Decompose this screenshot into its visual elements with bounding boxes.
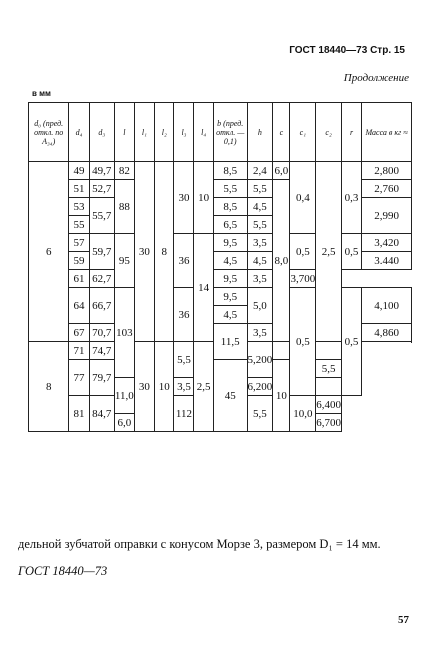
cell-mass: 3.440 (362, 252, 412, 270)
cell-r: 0,5 (341, 234, 361, 270)
cell-d4: 59 (69, 252, 89, 270)
cell-b: 11,0 (114, 378, 134, 414)
cell-b: 5,5 (213, 180, 247, 198)
cell-h: 5,5 (247, 180, 273, 198)
cell-h: 3,5 (247, 234, 273, 252)
cell-l4: 10 (273, 360, 290, 432)
cell-d4: 51 (69, 180, 89, 198)
cell-b: 9,5 (213, 234, 247, 252)
cell-h: 2,4 (247, 162, 273, 180)
cell-l3: 36 (174, 288, 194, 342)
cell-d4: 77 (69, 360, 89, 396)
cell-l4: 14 (194, 234, 213, 342)
dimensions-table (28, 102, 412, 432)
cell-mass: 2,990 (362, 198, 412, 234)
cell-d3: 52,7 (89, 180, 114, 198)
col-header-d3: d₃ (89, 103, 114, 162)
cell-d4: 71 (69, 342, 89, 360)
cell-c1: 0,5 (290, 234, 316, 270)
col-header-l2: l₂ (155, 103, 174, 162)
cell-b: 4,5 (213, 306, 247, 324)
table-row (29, 234, 412, 252)
cell-d3: 59,7 (89, 234, 114, 270)
cell-b: 8,5 (213, 198, 247, 216)
cell-h: 5,5 (247, 396, 273, 432)
cell-d4: 64 (69, 288, 89, 324)
col-header-d0: d₀ (пред. откл. по A₃₄) (29, 103, 69, 162)
col-header-l: l (114, 103, 134, 162)
cell-mass: 3,420 (362, 234, 412, 252)
table-row (29, 162, 412, 180)
col-header-r: r (341, 103, 361, 162)
cell-mass: 4,860 (362, 324, 412, 342)
standard-reference: ГОСТ 18440—73 (18, 564, 108, 578)
cell-b: 4,5 (213, 252, 247, 270)
cell-d4: 49 (69, 162, 89, 180)
cell-r: 0,3 (341, 162, 361, 234)
col-header-h: h (247, 103, 273, 162)
table-row (29, 270, 412, 288)
continuation-label: Продолжение (343, 72, 409, 84)
cell-l1: 30 (134, 162, 154, 342)
cell-l: 82 (114, 162, 134, 180)
cell-c1: 0,4 (290, 162, 316, 234)
col-header-l4: l₄ (194, 103, 213, 162)
col-header-l3: l₃ (174, 103, 194, 162)
cell-c2: 2,5 (194, 342, 213, 432)
table-header-row (29, 103, 412, 162)
cell-d4: 67 (69, 324, 89, 342)
body-text: дельной зубчатой оправки с конусом Морзе 3, размером D₁ = 14 мм. (18, 537, 381, 551)
cell-d3: 70,7 (89, 324, 114, 342)
cell-c: 10,0 (290, 396, 316, 432)
col-header-l1: l₁ (134, 103, 154, 162)
col-header-b: b (пред. откл. —0,1) (213, 103, 247, 162)
cell-h: 4,5 (247, 252, 273, 270)
cell-l4: 10 (194, 162, 213, 234)
cell-d3: 79,7 (89, 360, 114, 396)
cell-h: 3,5 (247, 270, 273, 288)
cell-c: 8,0 (273, 180, 290, 342)
cell-c: 6,0 (273, 162, 290, 180)
cell-b: 9,5 (213, 288, 247, 306)
cell-d3: 74,7 (89, 342, 114, 360)
cell-d4: 81 (69, 396, 89, 432)
cell-l2: 10 (155, 342, 174, 432)
cell-mass: 2,800 (362, 162, 412, 180)
cell-d4: 61 (69, 270, 89, 288)
cell-mass: 6,700 (316, 414, 342, 432)
cell-h: 3,5 (174, 378, 194, 396)
cell-mass: 4,100 (362, 288, 412, 324)
units-label: в мм (32, 89, 51, 98)
cell-d3: 49,7 (89, 162, 114, 180)
cell-mass: 2,760 (362, 180, 412, 198)
cell-c2: 2,5 (316, 162, 342, 342)
table-row (29, 288, 412, 306)
cell-d3: 84,7 (89, 396, 114, 432)
cell-b: 6,0 (114, 414, 134, 432)
cell-mass: 6,200 (247, 378, 273, 396)
cell-h: 5,5 (247, 216, 273, 234)
cell-l3: 36 (174, 234, 194, 288)
cell-mass: 3,700 (290, 270, 316, 288)
col-header-c: c (273, 103, 290, 162)
cell-d0: 8 (29, 342, 69, 432)
cell-b: 8,5 (213, 162, 247, 180)
cell-h: 3,5 (247, 324, 273, 342)
cell-d3: 62,7 (89, 270, 114, 288)
cell-l: 88 (114, 180, 134, 234)
cell-l3: 30 (174, 162, 194, 234)
cell-l: 95 (114, 234, 134, 288)
cell-mass: 5,200 (247, 342, 273, 378)
col-header-c1: c₁ (290, 103, 316, 162)
cell-h: 5,5 (174, 342, 194, 378)
cell-d3: 55,7 (89, 198, 114, 234)
cell-l3: 45 (213, 360, 247, 432)
cell-l: 112 (174, 396, 194, 432)
page-header: ГОСТ 18440—73 Стр. 15 (289, 45, 405, 56)
cell-b: 9,5 (213, 270, 247, 288)
col-header-c2: c₂ (316, 103, 342, 162)
cell-b: 5,5 (316, 360, 342, 378)
cell-b: 6,5 (213, 216, 247, 234)
cell-h: 5,0 (247, 288, 273, 324)
col-header-mass: Масса в кг ≈ (362, 103, 412, 162)
cell-l: 103 (114, 288, 134, 378)
cell-l1: 30 (134, 342, 154, 432)
cell-mass: 6,400 (316, 396, 342, 414)
cell-r: 0,5 (341, 288, 361, 396)
cell-d3: 66,7 (89, 288, 114, 324)
cell-d4: 57 (69, 234, 89, 252)
cell-d4: 53 (69, 198, 89, 216)
cell-d0: 6 (29, 162, 69, 342)
cell-l2: 8 (155, 162, 174, 342)
page-number: 57 (398, 614, 409, 626)
cell-h: 4,5 (247, 198, 273, 216)
col-header-d4: d₄ (69, 103, 89, 162)
cell-c1: 0,5 (290, 288, 316, 396)
cell-d4: 55 (69, 216, 89, 234)
cell-b: 11,5 (213, 324, 247, 360)
